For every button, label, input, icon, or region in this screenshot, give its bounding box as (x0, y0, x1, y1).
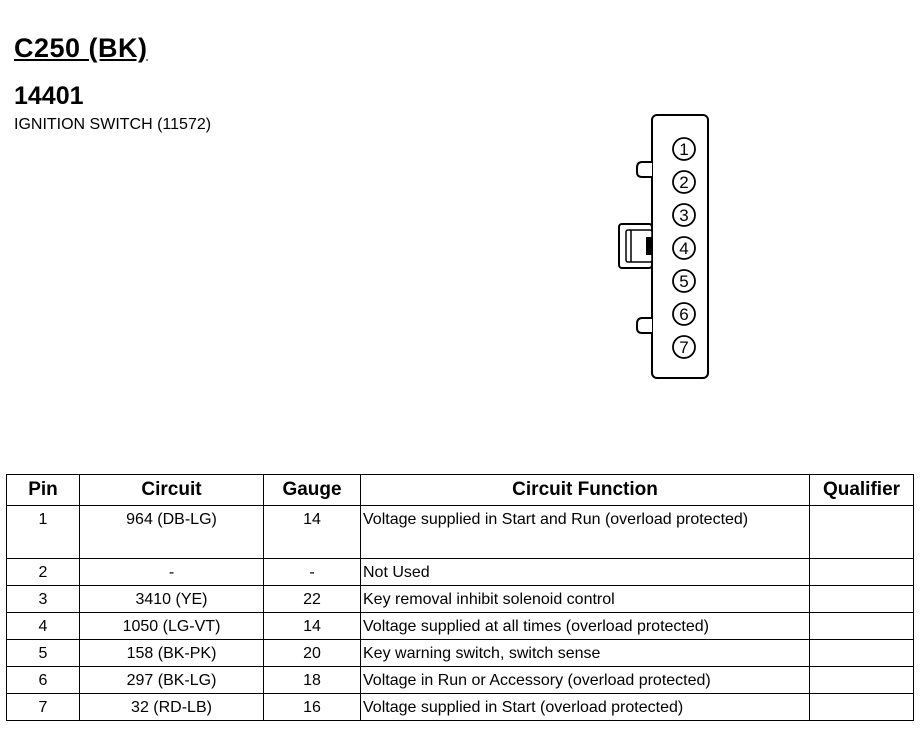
cell-gauge: 16 (264, 694, 361, 721)
pin-label: 4 (679, 239, 689, 258)
connector-face-diagram (600, 110, 720, 385)
pin-7-marker (673, 336, 695, 358)
cell-circuit-function: Key warning switch, switch sense (361, 640, 810, 667)
table-row (7, 586, 914, 613)
pin-label: 6 (679, 305, 689, 324)
cell-pin: 6 (7, 667, 80, 694)
upper-latch (637, 162, 652, 177)
cell-qualifier (810, 559, 914, 586)
table-row (7, 640, 914, 667)
cell-qualifier (810, 506, 914, 559)
table-row (7, 506, 914, 559)
pin-label: 5 (679, 272, 689, 291)
cell-pin: 1 (7, 506, 80, 559)
table-row (7, 667, 914, 694)
cell-circuit: 297 (BK-LG) (80, 667, 264, 694)
pin-1-marker (673, 138, 695, 160)
cell-gauge: 22 (264, 586, 361, 613)
pin-label: 3 (679, 206, 689, 225)
pin-5-marker (673, 270, 695, 292)
connector-id: C250 (BK) (14, 33, 148, 63)
column-header-pin: Pin (7, 475, 80, 506)
lower-latch (637, 318, 652, 333)
cell-gauge: 18 (264, 667, 361, 694)
pin-6-marker (673, 303, 695, 325)
cell-qualifier (810, 586, 914, 613)
column-header-circuit-function: Circuit Function (361, 475, 810, 506)
cell-circuit-function: Voltage supplied in Start (overload protected) (361, 694, 810, 721)
cell-gauge: 14 (264, 506, 361, 559)
pin-table (6, 474, 914, 721)
component-name: IGNITION SWITCH (11572) (14, 116, 212, 133)
cell-circuit: 964 (DB-LG) (80, 506, 264, 559)
pin-2-marker (673, 171, 695, 193)
cell-circuit: 1050 (LG-VT) (80, 613, 264, 640)
column-header-circuit: Circuit (80, 475, 264, 506)
table-row (7, 613, 914, 640)
cell-circuit: 32 (RD-LB) (80, 694, 264, 721)
pin-3-marker (673, 204, 695, 226)
column-header-qualifier: Qualifier (810, 475, 914, 506)
pin-label: 1 (679, 140, 689, 159)
cell-qualifier (810, 613, 914, 640)
cell-qualifier (810, 694, 914, 721)
pin-4-marker (673, 237, 695, 259)
cell-gauge: 20 (264, 640, 361, 667)
pin-label: 2 (679, 173, 689, 192)
cell-circuit: - (80, 559, 264, 586)
cell-circuit-function: Voltage supplied in Start and Run (overload protected) (361, 506, 810, 559)
cell-pin: 4 (7, 613, 80, 640)
cell-pin: 7 (7, 694, 80, 721)
cell-pin: 5 (7, 640, 80, 667)
cell-circuit-function: Key removal inhibit solenoid control (361, 586, 810, 613)
cell-gauge: 14 (264, 613, 361, 640)
cell-circuit: 158 (BK-PK) (80, 640, 264, 667)
cell-pin: 3 (7, 586, 80, 613)
cell-qualifier (810, 667, 914, 694)
cell-circuit-function: Voltage supplied at all times (overload protected) (361, 613, 810, 640)
side-lock-tab (619, 224, 652, 268)
table-row (7, 559, 914, 586)
column-header-gauge: Gauge (264, 475, 361, 506)
cell-circuit: 3410 (YE) (80, 586, 264, 613)
cell-qualifier (810, 640, 914, 667)
cell-circuit-function: Voltage in Run or Accessory (overload protected) (361, 667, 810, 694)
pin-label: 7 (679, 338, 689, 357)
component-number: 14401 (14, 82, 84, 110)
cell-gauge: - (264, 559, 361, 586)
cell-circuit-function: Not Used (361, 559, 810, 586)
table-row (7, 694, 914, 721)
table-header-row (7, 475, 914, 506)
cell-pin: 2 (7, 559, 80, 586)
